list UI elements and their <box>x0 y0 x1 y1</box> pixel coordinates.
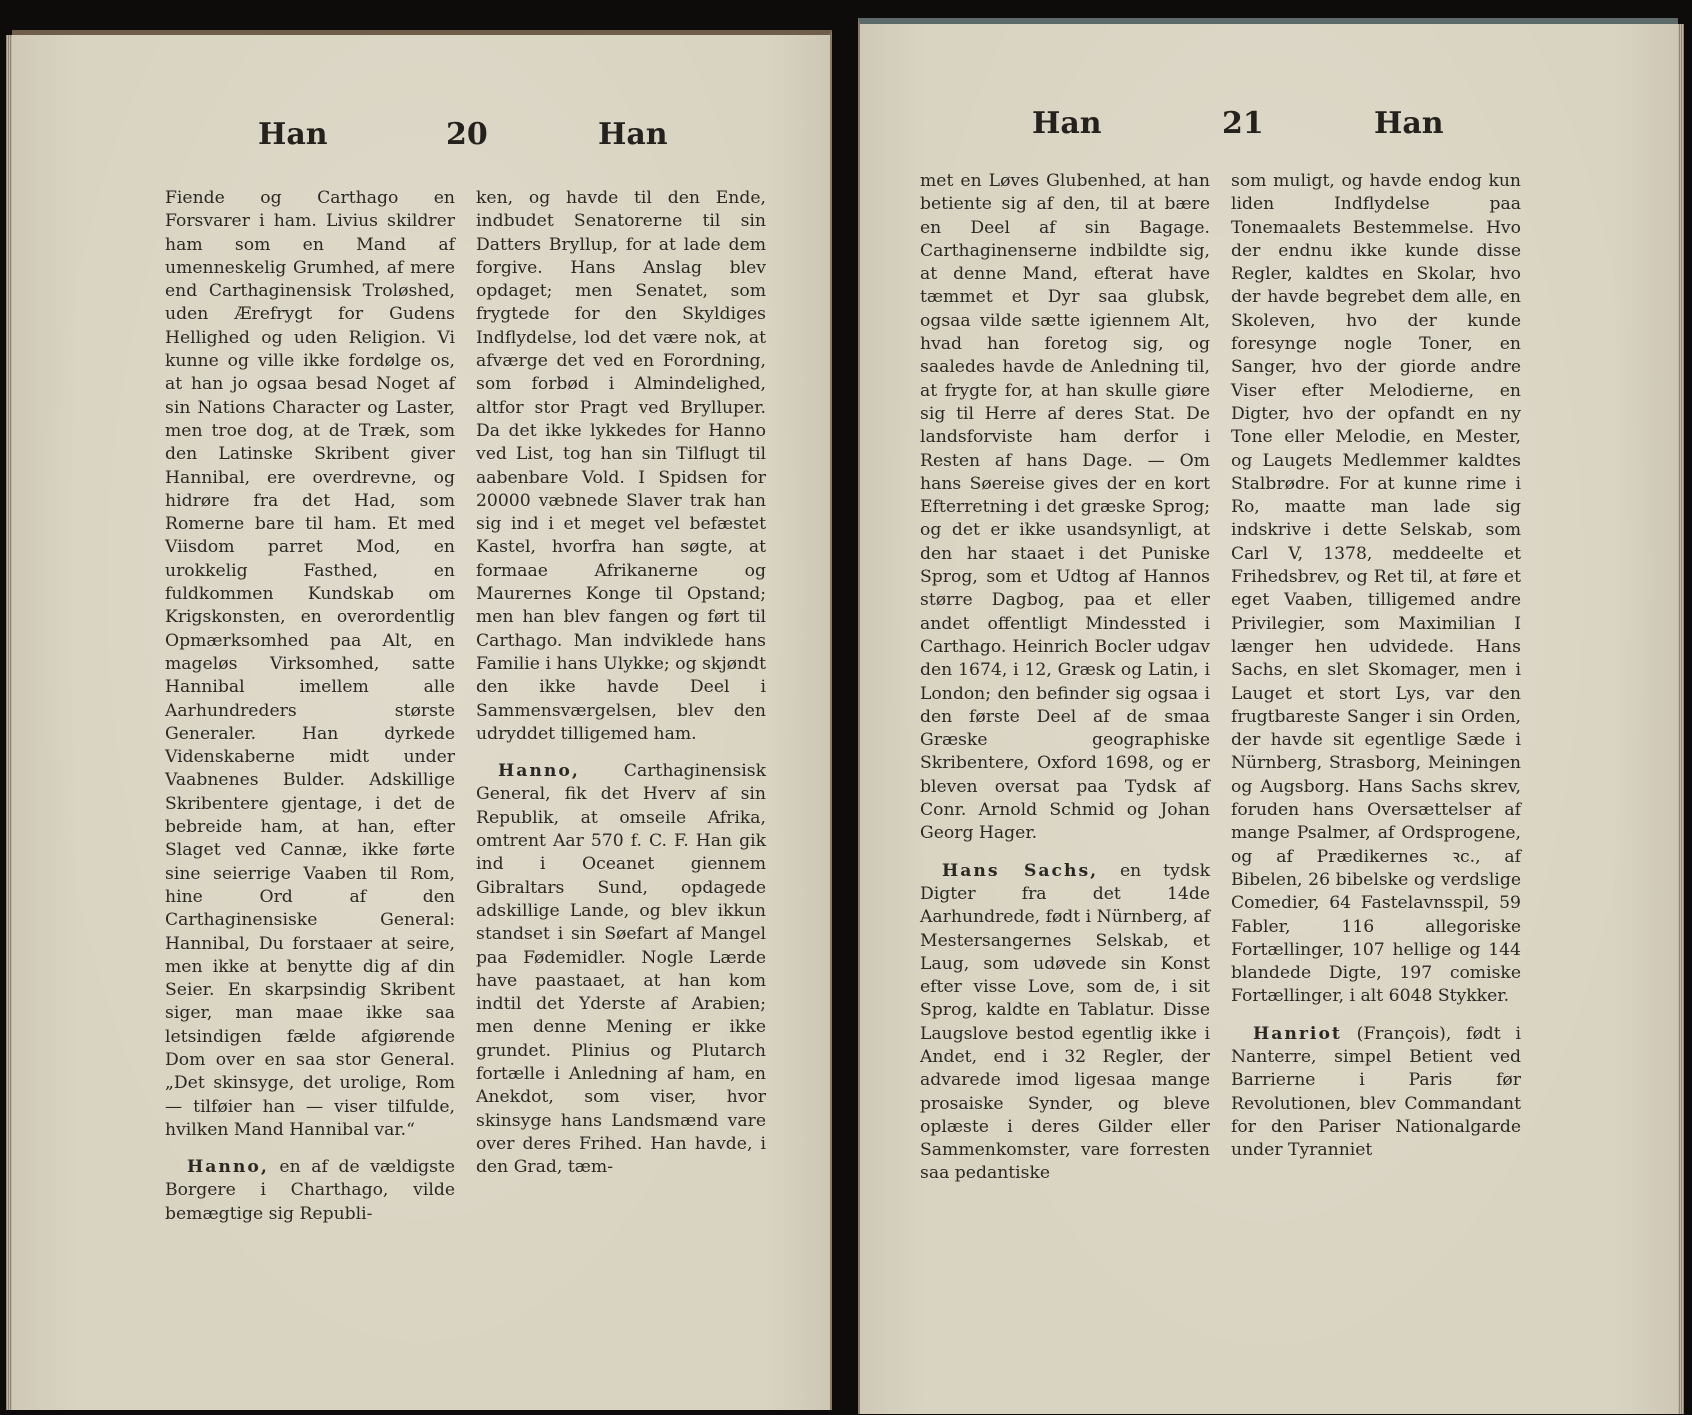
entry-text: en af de vældigste Borgere i Charthago, vilde bemægtige sig Republi- <box>165 1157 455 1224</box>
header-right-word: Han <box>598 117 668 152</box>
page-edge <box>1678 24 1684 1414</box>
page-number: 20 <box>446 117 488 152</box>
running-header <box>12 117 830 167</box>
entry-headword: Hanno, <box>498 761 580 782</box>
entry-headword: Hans Sachs, <box>942 860 1099 881</box>
text-column-right <box>1231 170 1521 1176</box>
page-edge <box>6 35 12 1410</box>
dictionary-entry <box>1231 1023 1521 1163</box>
entry-text: (François), født i Nanterre, simpel Betient ved Barrierne i Paris før Revolutionen, blev Commandant for den Pariser Nationalgarde under Tyranniet <box>1231 1023 1521 1161</box>
running-header <box>860 106 1678 156</box>
left-page <box>12 30 832 1410</box>
paragraph: Fiende og Carthago en Forsvarer i ham. Livius skildrer ham som en Mand af umenneskelig Grumhed, af mere end Carthaginensisk Troløshed, uden Ærefrygt for Gudens Hellighed og uden Religion. Vi kunne og ville ikke fordølge os, at han jo ogsaa besad Noget af sin Nations Character og Laster, men troe dog, at de Træk, som den Latinske Skribent giver Hannibal, ere overdrevne, og hidrøre fra det Had, som Romerne bare til ham. Et med Viisdom parret Mod, en urokkelig Fasthed, en fuldkommen Kundskab om Krigskonsten, en overordentlig Opmærksomhed paa Alt, en mageløs Virksomhed, satte Hannibal imellem alle Aarhundreders største Generaler. Han dyrkede Videnskaberne midt under Vaabnenes Bulder. Adskillige Skribentere gjentage, i det de bebreide ham, at han, efter Slaget ved Cannæ, ikke førte sine seierrige Vaaben til Rom, hine Ord af den Carthaginensiske General: Hannibal, Du forstaaer at seire, men ikke at benytte dig af din Seier. En skarpsindig Skribent siger, man maae ikke saa letsindigen fælde afgiørende Dom over en saa stor General. „Det skinsyge, det urolige, Rom — tilføier han — viser tilfulde, hvilken Mand Hannibal var.“ <box>165 188 455 1140</box>
right-page <box>858 18 1678 1414</box>
entry-text: Carthaginensisk General, fik det Hverv af sin Republik, at omseile Afrika, omtrent Aar 570 f. C. F. Han gik ind i Oceanet giennem Gibraltars Sund, opdagede adskillige Lande, og blev ikkun standset i sin Søefart af Mangel paa Fødemidler. Nogle Lærde have paastaaet, at han kom indtil det Yderste af Arabien; men denne Mening er ikke grundet. Plinius og Plutarch fortælle i Anledning af ham, en Anekdot, som viser, hvor skinsyge hans Landsmænd vare over deres Frihed. Han havde, i den Grad, tæm- <box>476 761 766 1178</box>
dictionary-entry <box>476 760 766 1179</box>
paragraph: met en Løves Glubenhed, at han betiente sig af den, til at bære en Deel af sin Bagage. Carthaginenserne indbildte sig, at denne Mand, efterat have tæmmet et Dyr saa glubsk, ogsaa vilde sætte igiennem Alt, hvad han foretog sig, og saaledes havde de Anledning til, at frygte for, at han skulle giøre sig til Herre af deres Stat. De landsforviste ham derfor i Resten af hans Dage. — Om hans Søereise gives der en kort Efterretning i det græske Sprog; og det er ikke usandsynligt, at den har staaet i det Puniske Sprog, som et Udtog af Hannos større Dagbog, paa et eller andet offentligt Mindessted i Carthago. Heinrich Bocler udgav den 1674, i 12, Græsk og Latin, i London; den befinder sig ogsaa i den første Deel af de smaa Græske geographiske Skribentere, Oxford 1698, og er bleven oversat paa Tydsk af Conr. Arnold Schmid og Johan Georg Hager. <box>920 171 1210 844</box>
paragraph: ken, og havde til den Ende, indbudet Senatorerne til sin Datters Bryllup, for at lade dem forgive. Hans Anslag blev opdaget; men Senatet, som frygtede for den Skyldiges Indflydelse, lod det være nok, at afværge det ved en Forordning, som forbød i Almindelighed, altfor stor Pragt ved Brylluper. Da det ikke lykkedes for Hanno ved List, tog han sin Tilflugt til aabenbare Vold. I Spidsen for 20000 væbnede Slaver trak han sig ind i et meget vel befæstet Kastel, hvorfra han søgte, at formaae Afrikanerne og Maurernes Konge til Opstand; men han blev fangen og ført til Carthago. Man indviklede hans Familie i hans Ulykke; og skjøndt den ikke havde Deel i Sammensværgelsen, blev den udryddet tilligemed ham. <box>476 188 766 744</box>
text-column-right <box>476 187 766 1193</box>
entry-headword: Hanriot <box>1253 1023 1342 1044</box>
entry-text: en tydsk Digter fra det 14de Aarhundrede, født i Nürnberg, af Mestersangernes Selskab, et Laug, som udøvede sin Konst efter visse Love, som de, i sit Sprog, kaldte en Tablatur. Disse Laugslove bestod egentlig ikke i Andet, end i 32 Regler, der advarede imod ligesaa mange prosaiske Synder, og bleve oplæste i deres Gilder eller Sammenkomster, vare forresten saa pedantiske <box>920 860 1210 1184</box>
paragraph: som muligt, og havde endog kun liden Indflydelse paa Tonemaalets Bestemmelse. Hvo der endnu ikke kunde disse Regler, kaldtes en Skolar, hvo der havde begrebet dem alle, en Skoleven, hvo der kunde foresynge nogle Toner, en Sanger, hvo der giorde andre Viser efter Melodierne, en Digter, hvo der opfandt en ny Tone eller Melodie, en Mester, og Laugets Medlemmer kaldtes Stalbrødre. For at kunne rime i Ro, maatte man lade sig indskrive i dette Selskab, som Carl V, 1378, meddeelte et Frihedsbrev, og Ret til, at føre et eget Vaaben, tilligemed andre Privilegier, som Maximilian I længer hen udvidede. Hans Sachs, en slet Skomager, men i Lauget et stort Lys, var den frugtbareste Sanger i sin Orden, der havde sit egentlige Sæde i Nürnberg, Strasborg, Meiningen og Augsborg. Hans Sachs skrev, foruden hans Oversættelser af mange Psalmer, af Ordsprogene, og af Prædikernes ꝛc., af Bibelen, 26 bibelske og verdslige Comedier, 64 Fastelavnsspil, 59 Fabler, 116 allegoriske Fortællinger, 107 hellige og 144 blandede Digte, 197 comiske Fortællinger, i alt 6048 Stykker. <box>1231 171 1521 1007</box>
text-column-left <box>920 170 1210 1200</box>
text-column-left <box>165 187 455 1240</box>
dictionary-entry <box>165 1156 455 1226</box>
header-right-word: Han <box>1374 106 1444 141</box>
page-number: 21 <box>1222 106 1264 141</box>
dictionary-entry <box>920 860 1210 1186</box>
entry-headword: Hanno, <box>187 1157 269 1178</box>
header-left-word: Han <box>1032 106 1102 141</box>
header-left-word: Han <box>258 117 328 152</box>
